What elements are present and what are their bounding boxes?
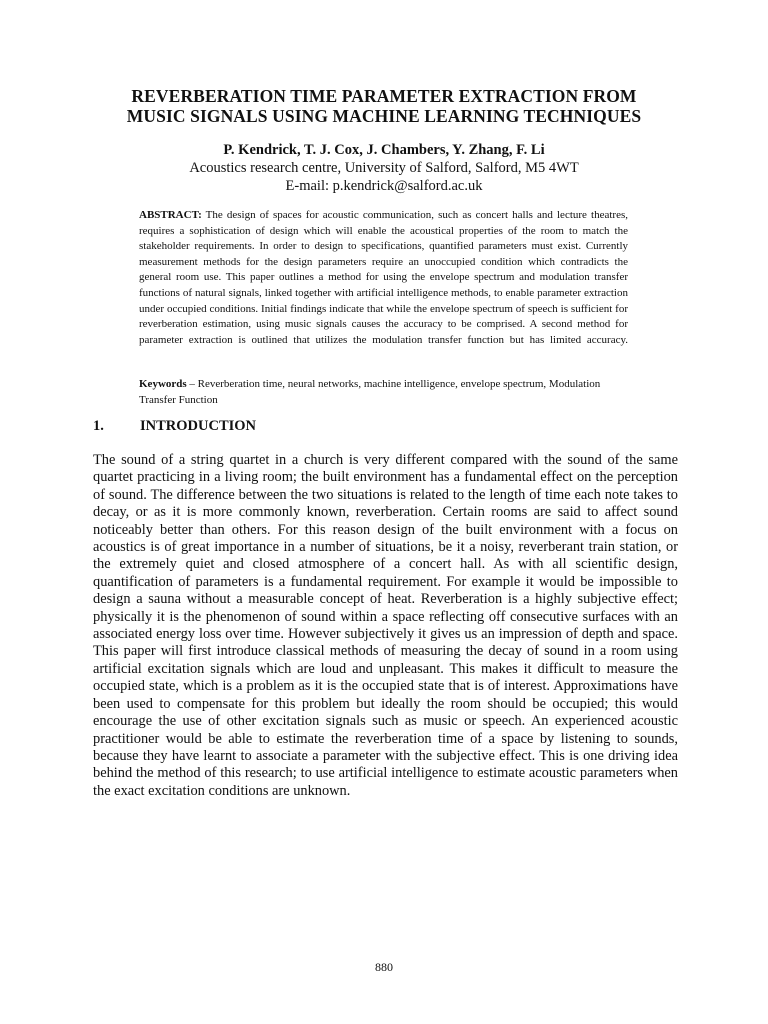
- section-title: INTRODUCTION: [140, 418, 257, 434]
- title-line-1: REVERBERATION TIME PARAMETER EXTRACTION FROM: [131, 86, 637, 106]
- section-number: 1.: [93, 418, 104, 434]
- abstract: [139, 208, 628, 348]
- keywords-label: Keywords: [139, 378, 187, 390]
- section-heading: [93, 417, 678, 435]
- authors: P. Kendrick, T. J. Cox, J. Chambers, Y. Zhang, F. Li: [223, 142, 545, 158]
- paper-title: [90, 86, 678, 126]
- abstract-text: The design of spaces for acoustic communication, such as concert halls and lecture theatres, requires a sophistication of design which will enable the acoustical properties of the room to match the stakeholder requirements. In order to design to specifications, quantified parameters must exist. Currently measurement methods for the design parameters require an unoccupied condition which contradicts the general room use. This paper outlines a method for using the envelope spectrum and modulation transfer functions of natural signals, linked together with artificial intelligence methods, to enable parameter extraction under occupied conditions. Initial findings indicate that while the envelope spectrum of speech is sufficient for reverberation estimation, using music signals causes the accuracy to be comprised. A second method for parameter extraction is outlined that utilizes the modulation transfer function but has limited accuracy.: [139, 209, 628, 346]
- title-line-2: MUSIC SIGNALS USING MACHINE LEARNING TECHNIQUES: [126, 106, 642, 126]
- page-number: 880: [375, 960, 393, 974]
- keywords: [139, 376, 629, 408]
- keywords-text: – Reverberation time, neural networks, machine intelligence, envelope spectrum, Modulation Transfer Function: [139, 378, 601, 406]
- affiliation: Acoustics research centre, University of Salford, Salford, M5 4WT: [189, 160, 579, 176]
- introduction-paragraph: The sound of a string quartet in a church is very different compared with the sound of the same quartet practicing in a living room; the built environment has a fundamental effect on the perception of sound. The difference between the two situations is related to the length of time each note takes to decay, or as it is more commonly known, reverberation. Certain rooms are said to affect sound noticeably better than others. For this reason design of the built environment with a focus on acoustics is of great importance in a number of situations, be it a noisy, reverberant train station, or the extremely quiet and closed atmosphere of a concert hall. As with all scientific design, quantification of parameters is a fundamental requirement. For example it would be impossible to design a sauna without a measurable concept of heat. Reverberation is a highly subjective effect; physically it is the phenomenon of sound within a space reflecting off consecutive surfaces with an associated energy loss over time. However subjectively it gives us an impression of depth and space. This paper will first introduce classical methods of measuring the decay of sound in a room using artificial excitation signals which are loud and unpleasant. This makes it difficult to measure the occupied state, which is a problem as it is the occupied state that is of interest. Approximations have been used to compensate for this problem but ideally the room should be occupied; this would encourage the use of other excitation signals such as music or speech. An experienced acoustic practitioner would be able to estimate the reverberation time of a space by listening to sounds, because they have learnt to associate a parameter with the subjective effect. This is one driving idea behind the method of this research; to use artificial intelligence to estimate acoustic parameters when the exact excitation conditions are unknown.: [93, 452, 678, 799]
- email: E-mail: p.kendrick@salford.ac.uk: [285, 178, 483, 194]
- abstract-label: ABSTRACT:: [139, 209, 202, 221]
